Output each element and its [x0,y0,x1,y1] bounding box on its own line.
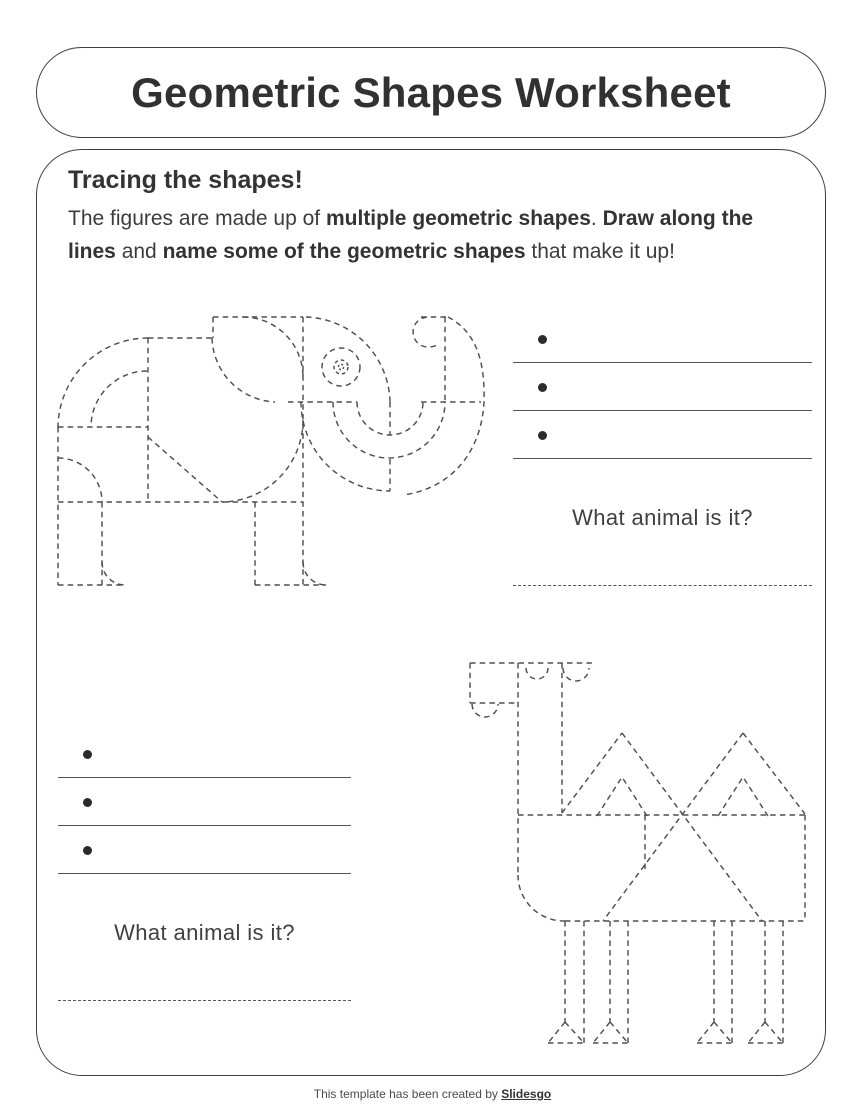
answer-line[interactable] [58,778,351,826]
camel-humps [562,733,805,921]
camel-neck [518,663,562,875]
answer-line[interactable] [58,730,351,778]
bullet-dot-icon [83,798,92,807]
animal-name-answer-line[interactable] [58,1000,351,1001]
camel-legs [548,921,783,1043]
elephant-eye [322,348,360,386]
bullet-dot-icon [538,383,547,392]
camel-body [518,815,805,921]
elephant-answer-block [513,315,812,531]
answer-line[interactable] [513,411,812,459]
elephant-legs [58,502,326,585]
answer-line[interactable] [513,315,812,363]
question-label: What animal is it? [114,920,295,945]
camel-head [470,663,592,717]
bullet-dot-icon [538,335,547,344]
section-heading: Tracing the shapes! [68,166,303,194]
animal-name-answer-line[interactable] [513,585,812,586]
elephant-head [212,317,481,585]
camel-answer-block [58,730,351,946]
elephant-figure [45,300,495,605]
answer-line[interactable] [58,826,351,874]
bullet-dot-icon [83,846,92,855]
camel-figure [455,655,815,1055]
title-box [36,47,826,138]
bullet-dot-icon [83,750,92,759]
answer-line[interactable] [513,363,812,411]
elephant-dashed-outline [45,300,495,600]
camel-dashed-outline [455,655,815,1050]
instructions-text: The figures are made up of multiple geometric shapes. Draw along the lines and name some of the geometric shapes that make it up! [68,207,754,263]
footer [0,1087,865,1101]
bullet-dot-icon [538,431,547,440]
elephant-trunk [403,317,484,495]
footer-credit-text: This template has been created by [313,1087,502,1101]
page-title: Geometric Shapes Worksheet [131,68,731,116]
slidesgo-link[interactable]: Slidesgo [501,1087,552,1101]
elephant-body [58,317,303,585]
question-label: What animal is it? [572,505,753,530]
